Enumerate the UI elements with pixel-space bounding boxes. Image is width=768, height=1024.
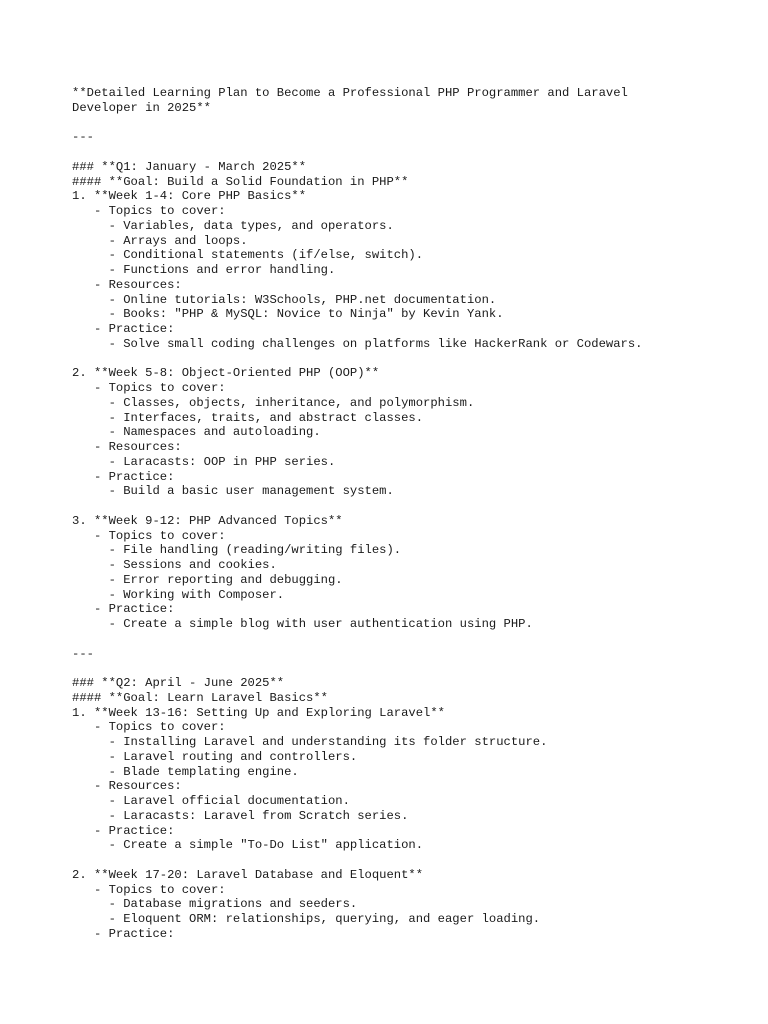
topics-label: - Topics to cover:	[72, 720, 226, 735]
week-title: 2. **Week 5-8: Object-Oriented PHP (OOP)**	[72, 366, 380, 381]
week-title: 2. **Week 17-20: Laravel Database and Eloquent**	[72, 867, 424, 882]
topic-item: - Laravel routing and controllers.	[72, 749, 358, 764]
practice-label: - Practice:	[72, 926, 175, 941]
topic-item: - Functions and error handling.	[72, 263, 336, 277]
resource-item: - Books: "PHP & MySQL: Novice to Ninja" by Kevin Yank.	[72, 307, 504, 322]
topics-label: - Topics to cover:	[72, 204, 226, 218]
topic-item: - Variables, data types, and operators.	[72, 218, 394, 233]
practice-item: - Solve small coding challenges on platforms like HackerRank or Codewars.	[72, 336, 643, 351]
topic-item: - Classes, objects, inheritance, and polymorphism.	[72, 395, 475, 410]
resource-item: - Laracasts: Laravel from Scratch series.	[72, 808, 409, 823]
blank-line	[72, 661, 712, 676]
topic-item: - Sessions and cookies.	[72, 558, 277, 572]
practice-label: - Practice:	[72, 823, 175, 838]
topic-item: - Arrays and loops.	[72, 233, 248, 248]
topic-item: - Installing Laravel and understanding its folder structure.	[72, 735, 548, 749]
q1-goal: #### **Goal: Build a Solid Foundation in PHP**	[72, 174, 409, 189]
document-title-line-1: **Detailed Learning Plan to Become a Professional PHP Programmer and Laravel	[72, 86, 628, 100]
practice-label: - Practice:	[72, 469, 175, 484]
blank-line	[72, 499, 712, 514]
resource-item: - Laravel official documentation.	[72, 794, 350, 808]
resources-label: - Resources:	[72, 277, 182, 292]
week-title: 1. **Week 1-4: Core PHP Basics**	[72, 189, 307, 204]
separator: ---	[72, 130, 94, 145]
practice-label: - Practice:	[72, 602, 175, 617]
blank-line	[72, 632, 712, 647]
q1-heading: ### **Q1: January - March 2025**	[72, 159, 307, 174]
blank-line	[72, 116, 712, 131]
document-title-line-2: Developer in 2025**	[72, 100, 211, 115]
topics-label: - Topics to cover:	[72, 528, 226, 543]
topic-item: - Eloquent ORM: relationships, querying, and eager loading.	[72, 912, 541, 926]
topic-item: - Interfaces, traits, and abstract classes.	[72, 410, 424, 425]
topics-label: - Topics to cover:	[72, 381, 226, 395]
topic-item: - Conditional statements (if/else, switch).	[72, 248, 424, 263]
resource-item: - Laracasts: OOP in PHP series.	[72, 454, 336, 469]
week-title: 1. **Week 13-16: Setting Up and Exploring Laravel**	[72, 705, 445, 720]
blank-line	[72, 352, 712, 367]
document-page	[72, 86, 712, 942]
topic-item: - Namespaces and autoloading.	[72, 425, 321, 440]
resources-label: - Resources:	[72, 779, 182, 794]
q2-goal: #### **Goal: Learn Laravel Basics**	[72, 690, 328, 705]
practice-item: - Create a simple "To-Do List" application.	[72, 838, 424, 853]
resource-item: - Online tutorials: W3Schools, PHP.net documentation.	[72, 292, 497, 307]
practice-item: - Create a simple blog with user authentication using PHP.	[72, 617, 533, 631]
week-title: 3. **Week 9-12: PHP Advanced Topics**	[72, 513, 343, 528]
resources-label: - Resources:	[72, 440, 182, 454]
practice-label: - Practice:	[72, 322, 175, 336]
blank-line	[72, 853, 712, 868]
q2-heading: ### **Q2: April - June 2025**	[72, 676, 285, 690]
topic-item: - Error reporting and debugging.	[72, 572, 343, 587]
topic-item: - Working with Composer.	[72, 587, 285, 602]
separator: ---	[72, 646, 94, 661]
blank-line	[72, 145, 712, 160]
topic-item: - Database migrations and seeders.	[72, 897, 358, 912]
topics-label: - Topics to cover:	[72, 882, 226, 897]
practice-item: - Build a basic user management system.	[72, 484, 394, 499]
topic-item: - Blade templating engine.	[72, 764, 299, 779]
topic-item: - File handling (reading/writing files).	[72, 543, 402, 558]
